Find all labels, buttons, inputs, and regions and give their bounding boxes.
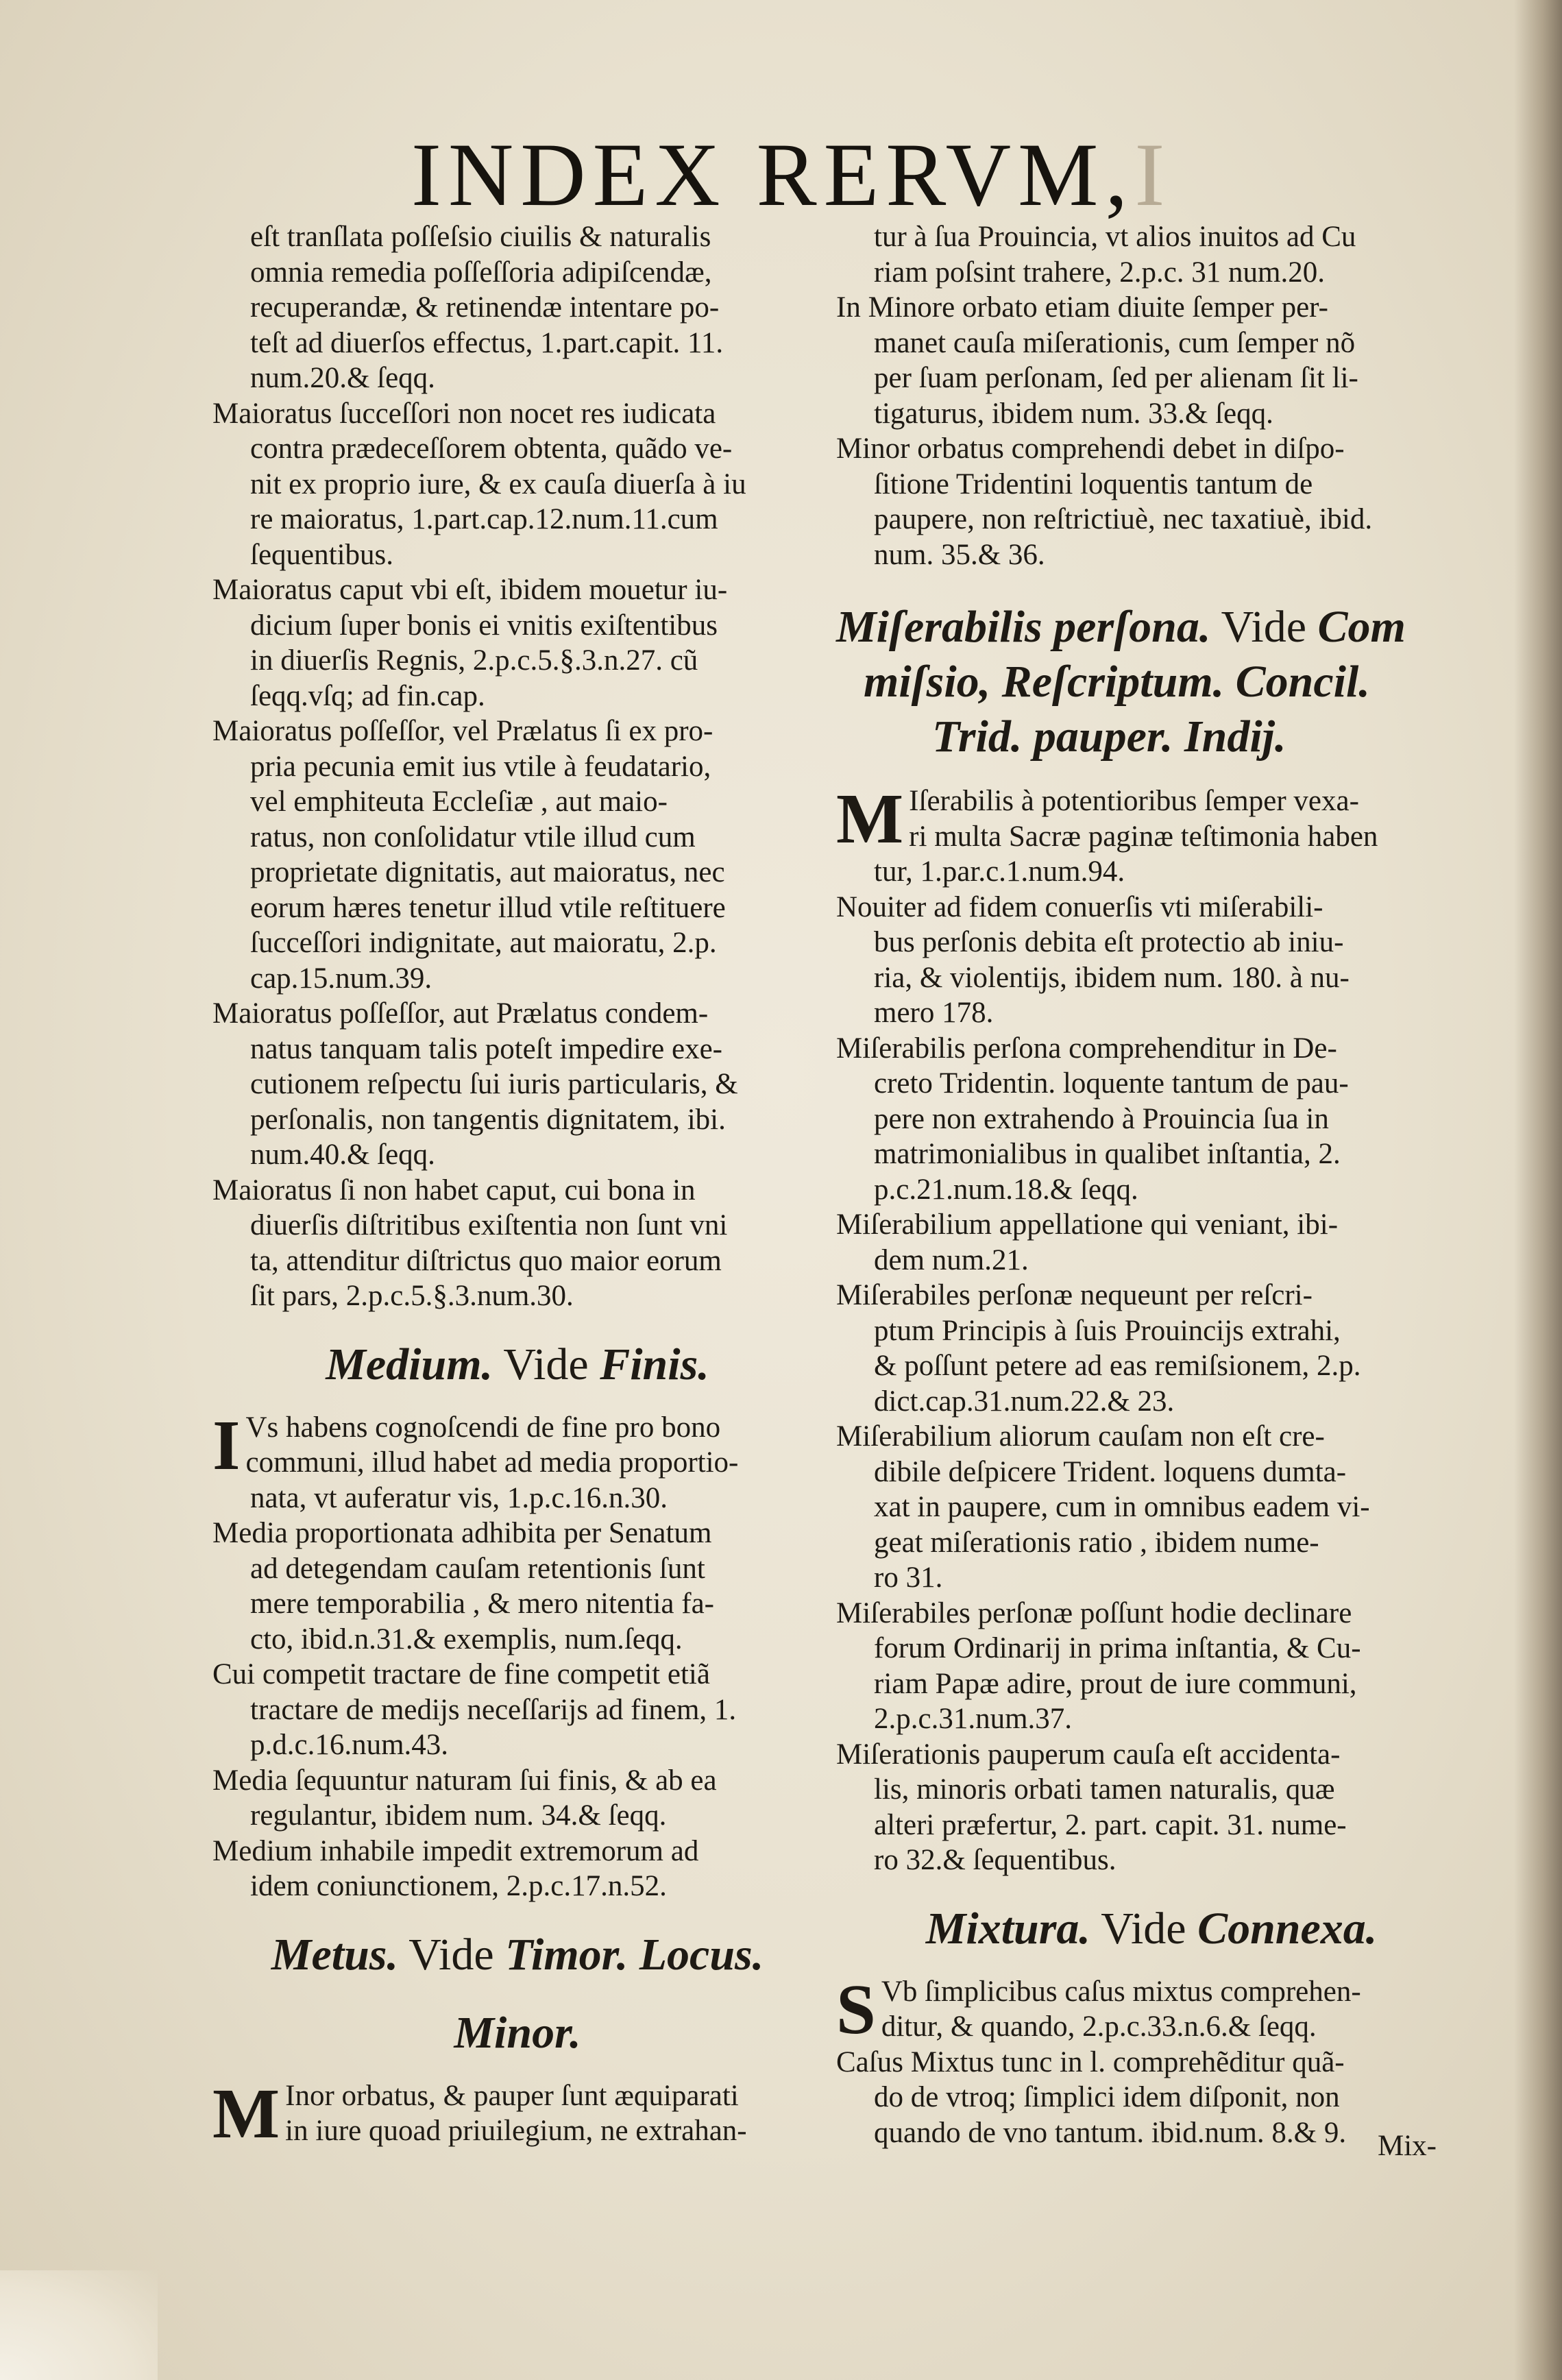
heading-term: Medium.	[326, 1339, 493, 1389]
section-heading	[836, 1902, 1467, 1956]
entry-line: Maioratus caput vbi eſt, ibidem mouetur iu-	[212, 574, 728, 606]
entry-line: dibile deſpicere Trident. loquens dumta-	[874, 1455, 1347, 1488]
catchword: Mix-	[1378, 2130, 1437, 2162]
entry-line: ſequentibus.	[250, 538, 393, 571]
heading-term: miſsio, Reſcriptum. Concil.	[864, 657, 1370, 707]
entry-line: cap.15.num.39.	[250, 962, 432, 995]
entry-line: matrimonialibus in qualibet inſtantia, 2.	[874, 1138, 1341, 1170]
section-heading	[212, 2006, 822, 2061]
page-header	[411, 123, 1302, 226]
entry-line: ratus, non conſolidatur vtile illud cum	[250, 821, 696, 853]
index-entry	[212, 396, 822, 573]
heading-vide: Vide	[1210, 602, 1318, 652]
entry-line: ri multa Sacræ paginæ teſtimonia haben	[909, 820, 1378, 853]
entry-line: quando de vno tantum. ibid.num. 8.& 9.	[874, 2116, 1347, 2149]
entry-line: p.d.c.16.num.43.	[250, 1729, 449, 1761]
entry-line: vel emphiteuta Eccleſiæ , aut maio-	[250, 786, 668, 818]
entry-line: re maioratus, 1.part.cap.12.num.11.cum	[250, 503, 718, 535]
index-entry-initial	[212, 1405, 822, 1516]
entry-line: cto, ibid.n.31.& exemplis, num.ſeqq.	[250, 1623, 683, 1655]
entry-line: creto Tridentin. loquente tantum de pau-	[874, 1067, 1349, 1100]
entry-line: cutionem reſpectu ſui iuris particularis, &	[250, 1068, 738, 1100]
index-entry	[212, 996, 822, 1173]
entry-line: diuerſis diſtritibus exiſtentia non ſunt vni	[250, 1209, 728, 1241]
index-entry	[836, 431, 1467, 572]
entry-line: idem coniunctionem, 2.p.c.17.n.52.	[250, 1870, 667, 1902]
index-entry	[836, 1419, 1467, 1596]
entry-line: p.c.21.num.18.& ſeqq.	[874, 1173, 1138, 1206]
entry-line: ſitione Tridentini loquentis tantum de	[874, 467, 1313, 500]
entry-line: paupere, non reſtrictiuè, nec taxatiuè, ibid.	[874, 503, 1373, 535]
entry-line: contra prædeceſſorem obtenta, quãdo ve-	[250, 433, 733, 465]
entry-line: Maioratus ſi non habet caput, cui bona in	[212, 1174, 696, 1206]
entry-line: manet cauſa miſerationis, cum ſemper nõ	[874, 326, 1356, 359]
entry-line: ſeqq.vſq; ad fin.cap.	[250, 679, 485, 712]
entry-line: num.40.& ſeqq.	[250, 1139, 435, 1171]
index-entry	[836, 219, 1467, 290]
entry-line: perſonalis, non tangentis dignitatem, ibi.	[250, 1103, 726, 1136]
drop-cap: S	[836, 1969, 876, 2049]
entry-line: ro 32.& ſequentibus.	[874, 1844, 1116, 1876]
entry-line: ſit pars, 2.p.c.5.§.3.num.30.	[250, 1280, 574, 1312]
left-column	[212, 219, 822, 2153]
index-entry	[212, 219, 822, 396]
entry-line: Miſerabiles perſonæ nequeunt per reſcri-	[836, 1279, 1313, 1311]
entry-line: Medium inhabile impedit extremorum ad	[212, 1834, 699, 1867]
heading-reference: Connexa.	[1197, 1903, 1378, 1954]
index-entry	[836, 290, 1467, 431]
index-entry	[212, 1834, 822, 1904]
entry-line: per ſuam perſonam, ſed per alienam ſit li-	[874, 362, 1358, 394]
heading-line	[836, 709, 1467, 764]
entry-line: Miſerabilium aliorum cauſam non eſt cre-	[836, 1420, 1325, 1453]
index-entry-initial	[836, 779, 1467, 890]
entry-line: ria, & violentijs, ibidem num. 180. à nu-	[874, 961, 1350, 994]
entry-line: riam poſsint trahere, 2.p.c. 31 num.20.	[874, 256, 1325, 289]
entry-line: dem num.21.	[874, 1243, 1029, 1276]
entry-line: Maioratus poſſeſſor, vel Prælatus ſi ex pro-	[212, 715, 713, 747]
entry-line: num. 35.& 36.	[874, 538, 1045, 571]
entry-line: geat miſerationis ratio , ibidem nume-	[874, 1526, 1319, 1559]
entry-line: proprietate dignitatis, aut maioratus, nec	[250, 856, 725, 888]
index-entry	[836, 1207, 1467, 1278]
entry-line: ro 31.	[874, 1562, 943, 1594]
section-heading	[212, 1337, 822, 1392]
drop-cap: M	[212, 2074, 280, 2153]
entry-line: In Minore orbato etiam diuite ſemper per-	[836, 291, 1328, 324]
paper-damage	[0, 2270, 158, 2380]
heading-term: Minor.	[454, 2007, 581, 2058]
entry-line: mero 178.	[874, 997, 994, 1029]
entry-line: pere non extrahendo à Prouincia ſua in	[874, 1102, 1329, 1135]
entry-line: & poſſunt petere ad eas remiſsionem, 2.p.	[874, 1350, 1361, 1382]
entry-line: in iure quoad priuilegium, ne extrahan-	[285, 2115, 747, 2147]
index-entry-initial	[212, 2074, 822, 2153]
entry-line: ditur, & quando, 2.p.c.33.n.6.& ſeqq.	[881, 2011, 1317, 2043]
entry-line: recuperandæ, & retinendæ intentare po-	[250, 291, 720, 324]
entry-line: Vs habens cognoſcendi de fine pro bono	[245, 1411, 721, 1444]
entry-line: ptum Principis à ſuis Prouincijs extrahi,	[874, 1314, 1341, 1347]
entry-line: tur, 1.par.c.1.num.94.	[874, 855, 1125, 888]
heading-term: Trid. pauper. Indij.	[932, 712, 1286, 762]
entry-line: Inor orbatus, & pauper ſunt æquiparati	[285, 2079, 739, 2112]
entry-line: teſt ad diuerſos effectus, 1.part.capit. 11.	[250, 326, 724, 359]
heading-vide: Vide	[1090, 1903, 1198, 1954]
entry-line: bus perſonis debita eſt protectio ab iniu-	[874, 926, 1344, 958]
entry-line: pria pecunia emit ius vtile à feudatario,	[250, 750, 711, 783]
index-entry	[212, 1173, 822, 1314]
heading-reference: Timor. Locus.	[505, 1929, 764, 1980]
entry-line: Cui competit tractare de fine competit etiã	[212, 1658, 710, 1690]
index-entry	[836, 1737, 1467, 1878]
entry-line: xat in paupere, cum in omnibus eadem vi-	[874, 1491, 1370, 1523]
entry-line: Vb ſimplicibus caſus mixtus comprehen-	[881, 1975, 1361, 2008]
entry-line: communi, illud habet ad media proportio-	[245, 1446, 739, 1479]
section-heading	[212, 1928, 822, 1982]
entry-line: Miſerabilis perſona comprehenditur in De-	[836, 1032, 1337, 1065]
section-heading	[836, 600, 1467, 764]
entry-line: mere temporabilia , & mero nitentia fa-	[250, 1588, 714, 1620]
entry-line: eſt tranſlata poſſeſsio ciuilis & naturalis	[250, 221, 711, 253]
entry-line: lis, minoris orbati tamen naturalis, quæ	[874, 1773, 1335, 1806]
entry-line: tur à ſua Prouincia, vt alios inuitos ad Cu	[874, 221, 1356, 253]
entry-line: ad detegendam cauſam retentionis ſunt	[250, 1552, 705, 1585]
entry-line: Maioratus poſſeſſor, aut Prælatus condem-	[212, 997, 709, 1030]
entry-line: ta, attenditur diſtrictus quo maior eorum	[250, 1244, 722, 1277]
index-entry	[836, 1596, 1467, 1737]
entry-line: dict.cap.31.num.22.& 23.	[874, 1385, 1175, 1418]
header-title: INDEX RERVM,	[411, 124, 1135, 225]
entry-line: Miſerationis pauperum cauſa eſt accidenta-	[836, 1738, 1341, 1771]
index-entry	[836, 890, 1467, 1031]
entry-line: forum Ordinarij in prima inſtantia, & Cu-	[874, 1632, 1361, 1664]
entry-line: ſucceſſori indignitate, aut maioratu, 2.p.	[250, 927, 717, 959]
entry-line: Media proportionata adhibita per Senatum	[212, 1517, 712, 1549]
heading-line	[836, 655, 1467, 709]
entry-line: num.20.& ſeqq.	[250, 362, 435, 394]
heading-vide: Vide	[398, 1929, 506, 1980]
entry-line: eorum hæres tenetur illud vtile reſtituere	[250, 891, 726, 924]
entry-line: omnia remedia poſſeſſoria adipiſcendæ,	[250, 256, 712, 289]
heading-line	[836, 600, 1467, 655]
heading-reference: Finis.	[600, 1339, 709, 1389]
header-bleed-letter: I	[1134, 124, 1172, 225]
entry-line: Caſus Mixtus tunc in l. comprehẽditur quã-	[836, 2045, 1345, 2078]
entry-line: natus tanquam talis poteſt impedire exe-	[250, 1032, 722, 1065]
entry-line: Maioratus ſucceſſori non nocet res iudicata	[212, 397, 716, 430]
entry-line: Media ſequuntur naturam ſui finis, & ab ea	[212, 1764, 717, 1797]
entry-line: nit ex proprio iure, & ex cauſa diuerſa à iu	[250, 467, 746, 500]
entry-line: dicium ſuper bonis ei vnitis exiſtentibus	[250, 609, 718, 642]
entry-line: nata, vt auferatur vis, 1.p.c.16.n.30.	[250, 1481, 668, 1514]
right-column	[836, 219, 1467, 2150]
index-entry	[212, 1516, 822, 1657]
index-entry	[836, 1278, 1467, 1419]
heading-term: Miſerabilis perſona.	[836, 602, 1211, 652]
heading-reference: Com	[1317, 602, 1406, 652]
entry-line: regulantur, ibidem num. 34.& ſeqq.	[250, 1799, 667, 1832]
binding-gutter-shadow	[1514, 0, 1562, 2380]
entry-line: Nouiter ad fidem conuerſis vti miſerabili-	[836, 890, 1323, 923]
index-entry	[836, 2045, 1467, 2151]
entry-line: Miſerabiles perſonæ poſſunt hodie declinare	[836, 1596, 1352, 1629]
heading-vide: Vide	[493, 1339, 600, 1389]
entry-line: Minor orbatus comprehendi debet in diſpo-	[836, 433, 1345, 465]
drop-cap: M	[836, 779, 904, 858]
entry-line: in diuerſis Regnis, 2.p.c.5.§.3.n.27. cũ	[250, 644, 698, 677]
entry-line: do de vtroq; ſimplici idem diſponit, non	[874, 2081, 1340, 2113]
drop-cap: I	[212, 1405, 241, 1485]
index-entry	[212, 1763, 822, 1834]
index-entry	[212, 714, 822, 996]
index-entry	[212, 1657, 822, 1763]
entry-line: riam Papæ adire, prout de iure communi,	[874, 1667, 1357, 1700]
entry-line: alteri præfertur, 2. part. capit. 31. nume-	[874, 1808, 1347, 1841]
entry-line: tigaturus, ibidem num. 33.& ſeqq.	[874, 397, 1273, 430]
index-entry	[212, 572, 822, 714]
entry-line: Miſerabilium appellatione qui veniant, ibi-	[836, 1209, 1339, 1241]
entry-line: Iſerabilis à potentioribus ſemper vexa-	[909, 785, 1359, 817]
heading-term: Mixtura.	[925, 1903, 1090, 1954]
index-entry-initial	[836, 1969, 1467, 2049]
heading-term: Metus.	[271, 1929, 398, 1980]
entry-line: tractare de medijs neceſſarijs ad finem, 1.	[250, 1693, 737, 1726]
entry-line: 2.p.c.31.num.37.	[874, 1703, 1073, 1735]
index-entry	[836, 1031, 1467, 1208]
